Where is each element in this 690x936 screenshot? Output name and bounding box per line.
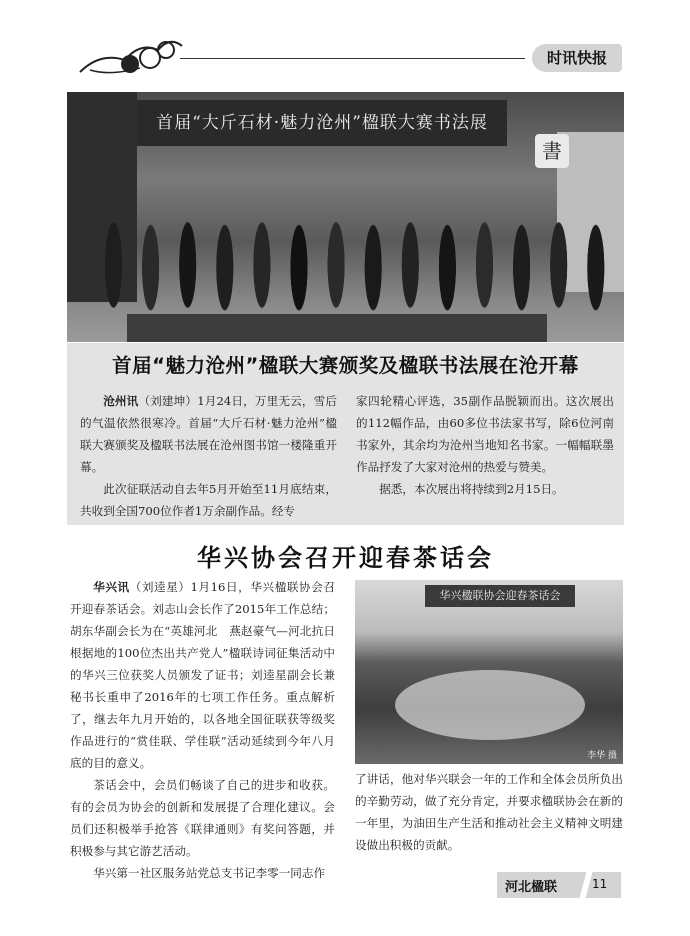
article2-left-column <box>70 576 335 884</box>
meeting-banner: 华兴楹联协会迎春茶话会 <box>425 585 575 607</box>
byline: 沧州讯 <box>103 394 139 408</box>
paragraph: 此次征联活动自去年5月开始至11月底结束，共收到全国700位作者1万余副作品。经专 <box>80 482 337 518</box>
exhibition-banner: 首届“大斤石材·魅力沧州”楹联大赛书法展 <box>137 100 507 146</box>
paragraph-text: 1月16日，华兴楹联协会召开迎春茶话会。刘志山会长作了2015年工作总结；胡东华副会长为在“英雄河北 燕赵豪气—河北抗日根据地的100位杰出共产党人”楹联诗词征集活动中的华兴三位获奖人员颁发了证书；刘逵星副会长兼秘书长重申了2016年的七项工作任务。重点解析了，继去年九月开始的，以各地全国征联获等级奖作品进行的“赏佳联、学佳联”活动延续到今年八月底的目的意义。 <box>70 580 335 770</box>
byline: 华兴讯 <box>93 580 130 594</box>
meeting-table <box>395 670 585 740</box>
paragraph: 家四轮精心评选，35副作品脱颖而出。这次展出的112幅作品，由60多位书法家书写，除6位河南书家外，其余均为沧州当地知名书家。一幅幅联墨作品抒发了大家对沧州的热爱与赞美。 <box>356 394 614 474</box>
article2-title: 华兴协会召开迎春茶话会 <box>197 544 494 572</box>
article2-right-column <box>355 768 623 856</box>
byline-author: （刘建坤） <box>138 394 198 408</box>
red-carpet <box>127 314 547 342</box>
page-number: 11 <box>592 877 608 891</box>
paragraph-text: 1月24日，万里无云，雪后的气温依然很寒冷。首届“大斤石材·魅力沧州”楹联大赛颁奖及楹联书法展在沧州图书馆一楼隆重开幕。 <box>80 394 337 474</box>
paragraph: 据悉，本次展出将持续到2月15日。 <box>379 482 564 496</box>
header-rule <box>180 58 525 59</box>
paragraph <box>70 576 335 774</box>
award-ceremony-photo <box>67 92 624 342</box>
paragraph: 了讲话，他对华兴联会一年的工作和全体会员所负出的辛勤劳动，做了充分肯定，并要求楹联协会在新的一年里，为油田生产生活和推动社会主义精神文明建设做出积极的贡献。 <box>355 772 623 852</box>
photo-credit: 李华 摄 <box>587 751 617 761</box>
paragraph: 茶话会中，会员们畅谈了自己的进步和收获。有的会员为协会的创新和发展提了合理化建议。会员们还积极举手抢答《联律通则》有奖问答题，并积极参与其它游艺活动。 <box>70 778 335 858</box>
journal-name: 河北楹联 <box>505 880 558 895</box>
crowd-silhouettes <box>87 187 617 317</box>
article1-title: 首届“魅力沧州”楹联大赛颁奖及楹联书法展在沧开幕 <box>112 354 579 377</box>
article1-left-column <box>80 390 337 522</box>
paragraph: 华兴第一社区服务站党总支书记李零一同志作 <box>93 866 326 880</box>
article1-right-column <box>356 390 614 500</box>
calligraphy-sign: 書 <box>535 134 569 168</box>
tea-party-photo <box>355 580 623 764</box>
paragraph <box>80 390 337 478</box>
cloud-ornament-icon <box>70 32 190 80</box>
byline-author: （刘逵星） <box>129 580 191 594</box>
section-tab: 时讯快报 <box>532 44 622 72</box>
